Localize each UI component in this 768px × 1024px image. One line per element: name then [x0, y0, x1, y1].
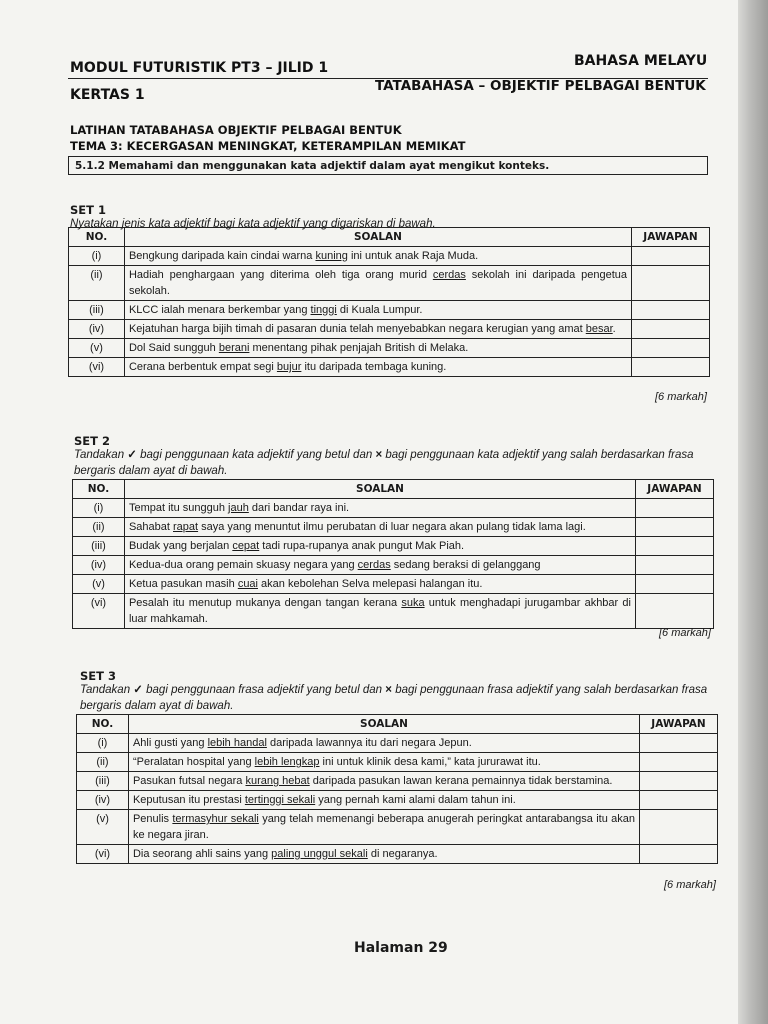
table-row — [77, 772, 718, 791]
question-text-part: Pesalah itu menutup mukanya dengan tangan kerana — [128, 597, 402, 609]
table-row — [69, 301, 710, 320]
set2-title: SET 2 — [74, 434, 110, 448]
question-number: (v) — [73, 575, 125, 594]
underlined-adjective: paling unggul sekali — [271, 848, 368, 860]
table-row — [73, 556, 714, 575]
col-no-header: NO. — [73, 480, 125, 499]
table-row — [77, 791, 718, 810]
col-no-header: NO. — [69, 228, 125, 247]
theme-title: TEMA 3: KECERGASAN MENINGKAT, KETERAMPILAN MEMIKAT — [70, 139, 466, 153]
question-text-part: di negaranya. — [367, 848, 438, 860]
underlined-adjective: tinggi — [310, 304, 337, 316]
question-text-part: Dol Said sungguh — [128, 342, 219, 354]
question-number: (i) — [69, 247, 125, 266]
cross-mark-icon: × — [375, 449, 383, 461]
question-text — [124, 556, 635, 575]
question-number: (iv) — [77, 791, 129, 810]
question-number: (i) — [73, 499, 125, 518]
question-number: (iii) — [77, 772, 129, 791]
question-text — [124, 575, 635, 594]
question-text-part: Dia seorang ahli sains yang — [132, 848, 272, 860]
underlined-adjective: cuai — [237, 578, 258, 590]
table-row — [69, 339, 710, 358]
set2-table — [72, 479, 714, 629]
set2-marks: [6 markah] — [659, 627, 711, 639]
question-text-part: Sahabat — [128, 521, 173, 533]
answer-cell[interactable] — [632, 301, 710, 320]
question-text-part: ini untuk anak Raja Muda. — [347, 250, 479, 262]
set1-instruction: Nyatakan jenis kata adjektif bagi kata adjektif yang digariskan di bawah. — [70, 218, 436, 230]
instr-text-a: Tandakan — [74, 449, 125, 461]
question-text-part: dari bandar raya ini. — [248, 502, 350, 514]
question-text — [128, 753, 639, 772]
question-text-part: Hadiah penghargaan yang diterima oleh tiga orang murid — [128, 269, 433, 281]
table-row — [73, 518, 714, 537]
table-row — [69, 320, 710, 339]
table-header-row — [69, 228, 710, 247]
question-text-part: Pasukan futsal negara — [132, 775, 246, 787]
question-number: (v) — [77, 810, 129, 845]
question-text-part: yang telah memenangi beberapa anugerah peringkat antarabangsa itu akan ke negara jiran. — [132, 813, 636, 841]
check-mark-icon: ✓ — [127, 449, 137, 461]
answer-cell[interactable] — [632, 247, 710, 266]
instr-text-a: Tandakan — [80, 684, 131, 696]
col-soalan-header: SOALAN — [124, 228, 631, 247]
answer-cell[interactable] — [640, 810, 718, 845]
question-text-part: KLCC ialah menara berkembar yang — [128, 304, 311, 316]
table-header-row — [77, 715, 718, 734]
instr-text-b: bagi penggunaan kata adjektif yang betul dan — [140, 449, 373, 461]
question-text — [124, 266, 631, 301]
set1-marks: [6 markah] — [655, 391, 707, 403]
module-title: MODUL FUTURISTIK PT3 – JILID 1 — [70, 60, 329, 76]
question-text-part: daripada pasukan lawan kerana pemainnya tidak berstamina. — [309, 775, 613, 787]
question-number: (i) — [77, 734, 129, 753]
question-text-part: sedang beraksi di gelanggang — [390, 559, 541, 571]
answer-cell[interactable] — [640, 772, 718, 791]
table-row — [73, 594, 714, 629]
answer-cell[interactable] — [636, 594, 714, 629]
set2-instruction — [74, 447, 714, 479]
question-number: (iii) — [69, 301, 125, 320]
exercise-title: LATIHAN TATABAHASA OBJEKTIF PELBAGAI BENTUK — [70, 123, 402, 137]
answer-cell[interactable] — [640, 845, 718, 864]
question-number: (vi) — [69, 358, 125, 377]
question-text-part: saya yang menuntut ilmu perubatan di luar negara akan pulang tidak lama lagi. — [198, 521, 586, 533]
question-text-part: Bengkung daripada kain cindai warna — [128, 250, 316, 262]
table-row — [73, 575, 714, 594]
table-row — [77, 810, 718, 845]
underlined-adjective: jauh — [228, 502, 249, 514]
question-text — [128, 734, 639, 753]
learning-objective-box: 5.1.2 Memahami dan menggunakan kata adjektif dalam ayat mengikut konteks. — [68, 156, 708, 175]
table-row — [77, 734, 718, 753]
table-row — [73, 499, 714, 518]
question-text — [124, 499, 635, 518]
question-text — [124, 320, 631, 339]
underlined-adjective: kuning — [315, 250, 348, 262]
question-text — [128, 772, 639, 791]
underlined-adjective: berani — [218, 342, 250, 354]
question-text-part: “Peralatan hospital yang — [132, 756, 255, 768]
underlined-adjective: cerdas — [432, 269, 466, 281]
col-jawapan-header: JAWAPAN — [632, 228, 710, 247]
question-text-part: ini untuk klinik desa kami,” kata jururawat itu. — [319, 756, 541, 768]
question-text-part: sekolah ini daripada pengetua sekolah. — [128, 269, 628, 297]
answer-cell[interactable] — [636, 556, 714, 575]
table-row — [69, 358, 710, 377]
question-number: (iv) — [69, 320, 125, 339]
question-text-part: tadi rupa-rupanya anak pungut Mak Piah. — [259, 540, 465, 552]
question-text — [128, 810, 639, 845]
underlined-adjective: lebih handal — [207, 737, 267, 749]
table-header-row — [73, 480, 714, 499]
answer-cell[interactable] — [632, 339, 710, 358]
col-soalan-header: SOALAN — [128, 715, 639, 734]
question-text-part: . — [612, 323, 616, 335]
instr-text-c: bagi penggunaan frasa adjektif yang salah berdasarkan frasa bergaris dalam ayat di bawah. — [80, 684, 708, 712]
question-text-part: Kedua-dua orang pemain skuasy negara yang — [128, 559, 358, 571]
instr-text-b: bagi penggunaan frasa adjektif yang betul dan — [146, 684, 383, 696]
question-number: (v) — [69, 339, 125, 358]
question-text-part: menentang pihak penjajah British di Melaka. — [249, 342, 469, 354]
answer-cell[interactable] — [632, 320, 710, 339]
check-mark-icon: ✓ — [133, 684, 143, 696]
answer-cell[interactable] — [636, 575, 714, 594]
question-text-part: daripada lawannya itu dari negara Jepun. — [266, 737, 472, 749]
answer-cell[interactable] — [636, 518, 714, 537]
answer-cell[interactable] — [636, 537, 714, 556]
question-text-part: Tempat itu sungguh — [128, 502, 229, 514]
underlined-adjective: rapat — [173, 521, 199, 533]
question-number: (iii) — [73, 537, 125, 556]
answer-cell[interactable] — [632, 266, 710, 301]
question-text — [128, 845, 639, 864]
subject-title: BAHASA MELAYU — [574, 53, 708, 69]
col-soalan-header: SOALAN — [124, 480, 635, 499]
underlined-adjective: cerdas — [357, 559, 391, 571]
question-text-part: Keputusan itu prestasi — [132, 794, 245, 806]
question-number: (iv) — [73, 556, 125, 575]
page-edge-shadow — [738, 0, 768, 1024]
question-text-part: Kejatuhan harga bijih timah di pasaran dunia telah menyebabkan negara kerugian yang amat — [128, 323, 586, 335]
table-row — [77, 845, 718, 864]
question-text-part: Ahli gusti yang — [132, 737, 208, 749]
page-number: Halaman 29 — [354, 940, 448, 956]
question-text — [128, 791, 639, 810]
underlined-adjective: bujur — [276, 361, 302, 373]
col-jawapan-header: JAWAPAN — [640, 715, 718, 734]
question-text — [124, 537, 635, 556]
question-text — [124, 247, 631, 266]
underlined-adjective: lebih lengkap — [254, 756, 320, 768]
question-text — [124, 301, 631, 320]
set1-table — [68, 227, 710, 377]
col-jawapan-header: JAWAPAN — [636, 480, 714, 499]
question-text — [124, 339, 631, 358]
question-number: (ii) — [77, 753, 129, 772]
question-number: (vi) — [73, 594, 125, 629]
answer-cell[interactable] — [640, 734, 718, 753]
question-text-part: Cerana berbentuk empat segi — [128, 361, 277, 373]
set3-instruction — [80, 682, 718, 714]
underlined-adjective: suka — [401, 597, 425, 609]
underlined-adjective: tertinggi sekali — [244, 794, 316, 806]
question-number: (ii) — [73, 518, 125, 537]
table-row — [73, 537, 714, 556]
question-text-part: di Kuala Lumpur. — [336, 304, 423, 316]
answer-cell[interactable] — [632, 358, 710, 377]
question-text-part: Budak yang berjalan — [128, 540, 233, 552]
answer-cell[interactable] — [640, 791, 718, 810]
question-number: (ii) — [69, 266, 125, 301]
question-text — [124, 594, 635, 629]
question-text-part: Ketua pasukan masih — [128, 578, 238, 590]
table-row — [69, 247, 710, 266]
col-no-header: NO. — [77, 715, 129, 734]
set3-marks: [6 markah] — [664, 879, 716, 891]
question-text-part: untuk menghadapi jurugambar akhbar di luar mahkamah. — [128, 597, 631, 625]
set3-table — [76, 714, 718, 864]
set3-title: SET 3 — [80, 669, 116, 683]
answer-cell[interactable] — [636, 499, 714, 518]
cross-mark-icon: × — [385, 684, 392, 696]
underlined-adjective: termasyhur sekali — [172, 813, 259, 825]
table-row — [77, 753, 718, 772]
set1-title: SET 1 — [70, 203, 106, 217]
section-title: TATABAHASA – OBJEKTIF PELBAGAI BENTUK — [375, 78, 706, 94]
paper-label: KERTAS 1 — [70, 87, 145, 103]
question-number: (vi) — [77, 845, 129, 864]
question-text-part: akan kebolehan Selva melepasi halangan itu. — [258, 578, 483, 590]
question-text-part: itu daripada tembaga kuning. — [301, 361, 447, 373]
table-row — [69, 266, 710, 301]
question-text — [124, 358, 631, 377]
question-text — [124, 518, 635, 537]
underlined-adjective: kurang hebat — [245, 775, 310, 787]
question-text-part: yang pernah kami alami dalam tahun ini. — [315, 794, 516, 806]
instr-text-c: bagi penggunaan kata adjektif yang salah berdasarkan frasa bergaris dalam ayat di bawah. — [74, 449, 694, 477]
question-text-part: Penulis — [132, 813, 173, 825]
underlined-adjective: besar — [585, 323, 613, 335]
underlined-adjective: cepat — [232, 540, 260, 552]
answer-cell[interactable] — [640, 753, 718, 772]
